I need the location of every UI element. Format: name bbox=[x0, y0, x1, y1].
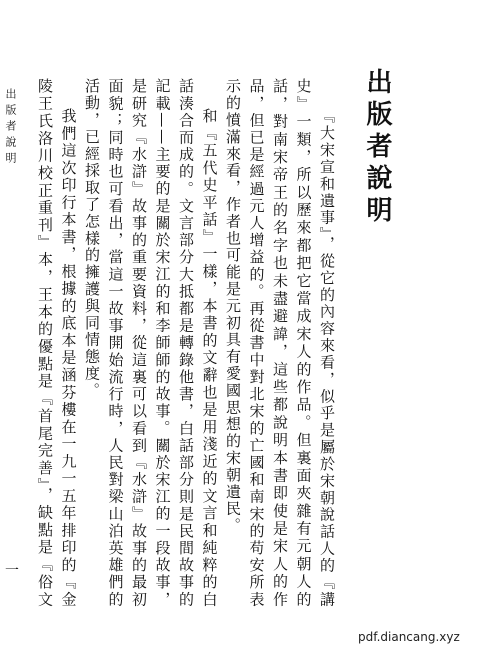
paragraph: 和『五代史平話』一樣，本書的文辭也是用淺近的文言和純粹的白話湊合而成的。文言部分大抵都是轉錄他書，白話部分則是民間故事的記載——主要的是關於宋江的和李師師的故事。關於宋江的一段故事，是研究『水滸』故事的重要資料，從這裏可以看到『水滸』故事的最初面貌；同時也可看出，當這一故事開始流行時，人民對梁山泊英雄們的活動，已經採取了怎樣的擁護與同情態度。 bbox=[83, 78, 219, 608]
page-number: 一 bbox=[5, 563, 19, 579]
running-header: 出版者說明 bbox=[4, 88, 17, 168]
watermark-text: pdf.diancang.xyz bbox=[358, 630, 460, 644]
body-text bbox=[32, 78, 338, 608]
paragraph: 『大宋宣和遺事』，從它的內容來看，似乎是屬於宋朝說話人的『講史』一類，所以歷來都把它當成宋人的作品。但裏面夾雜有元朝人的話，對南宋帝王的名字也未盡避諱，這些都說明本書即使是宋人的作品，但已是經過元人增益的。再從書中對北宋的亡國和南宋的苟安所表示的憤滿來看，作者也可能是元初具有愛國思想的宋朝遺民。 bbox=[224, 78, 336, 608]
paragraph: 我們這次印行本書，根據的底本是涵芬樓在一九一五年排印的『金陵王氏洛川校正重刊』本，王本的優點是『首尾完善』，缺點是『俗文 bbox=[36, 78, 78, 608]
page-title: 出版者說明 bbox=[362, 68, 392, 228]
